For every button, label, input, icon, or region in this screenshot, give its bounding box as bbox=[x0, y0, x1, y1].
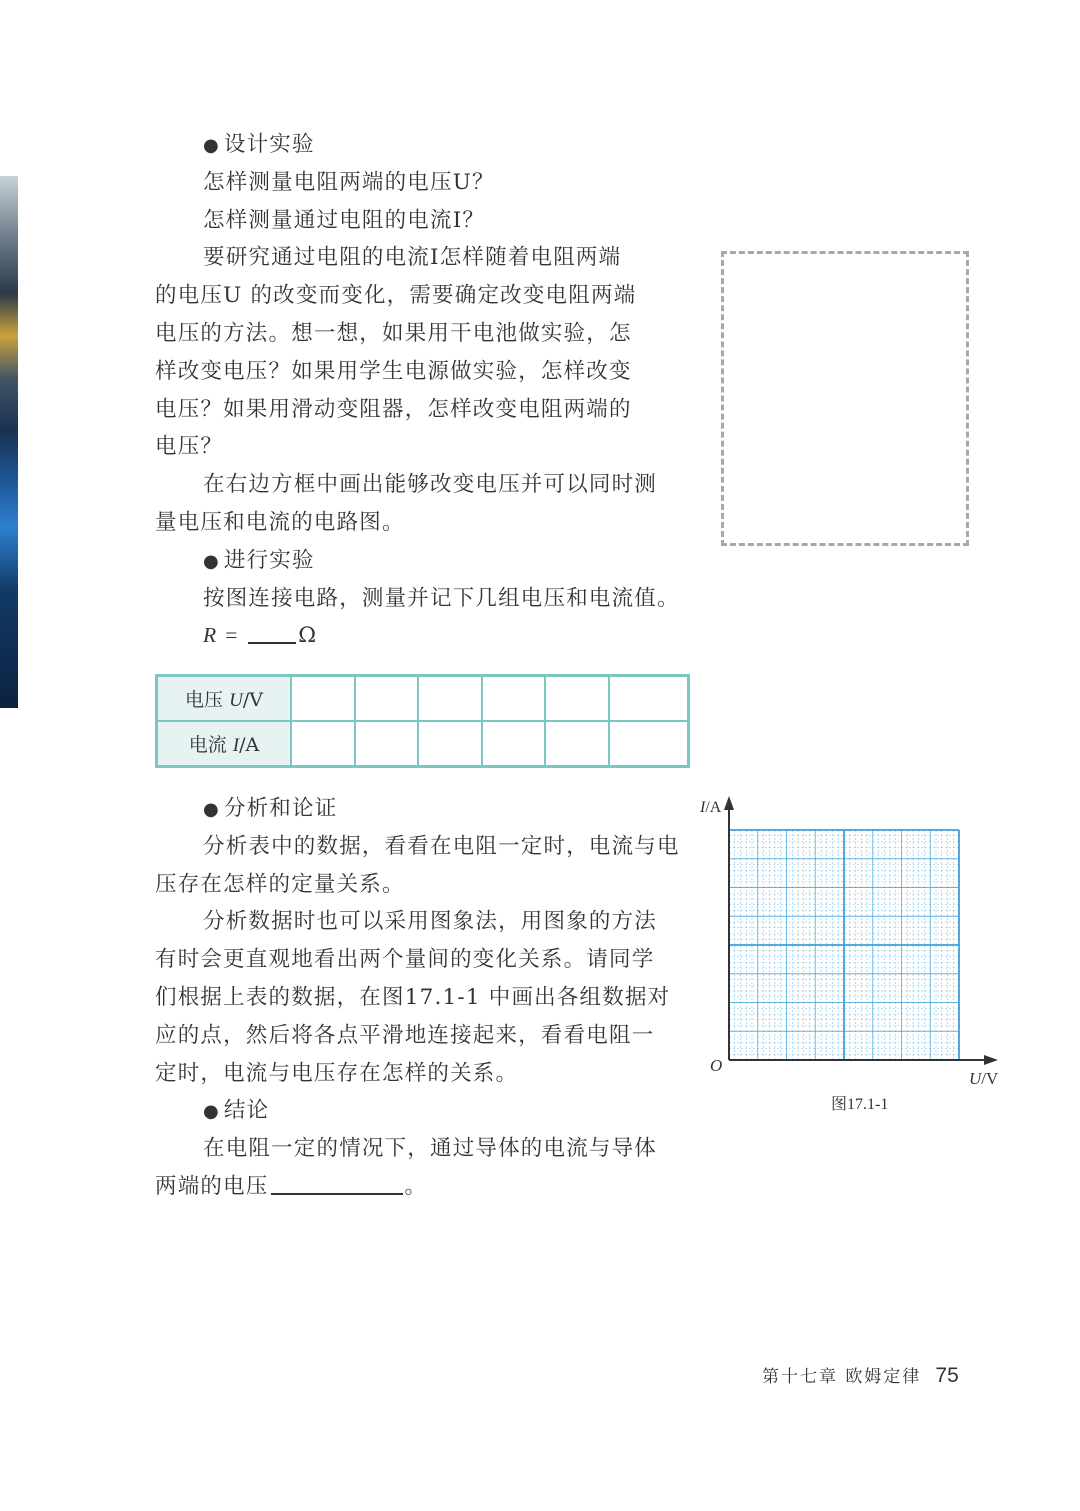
analysis-para1-line2: 压存在怎样的定量关系。 bbox=[155, 871, 405, 897]
bullet-icon: ● bbox=[203, 550, 220, 572]
analysis-para2-line4: 应的点，然后将各点平滑地连接起来，看看电阻一 bbox=[155, 1022, 655, 1048]
table-row-voltage bbox=[157, 676, 689, 722]
question-voltage: 怎样测量电阻两端的电压U？ bbox=[203, 169, 495, 195]
design-para2-line1: 在右边方框中画出能够改变电压并可以同时测 bbox=[203, 472, 658, 498]
table-cell bbox=[418, 676, 482, 722]
design-para1-line5: 电压？如果用滑动变阻器，怎样改变电阻两端的 bbox=[155, 396, 632, 422]
circuit-drawing-box bbox=[721, 251, 969, 546]
conclusion-line1: 在电阻一定的情况下，通过导体的电流与导体 bbox=[203, 1136, 658, 1162]
bullet-icon: ● bbox=[203, 135, 220, 156]
graph-svg bbox=[700, 790, 1020, 1120]
design-para1-line3: 电压的方法。想一想，如果用干电池做实验，怎 bbox=[155, 320, 632, 346]
figure-caption: 图17.1-1 bbox=[831, 1096, 889, 1113]
analysis-para2-line5: 定时，电流与电压存在怎样的关系。 bbox=[155, 1060, 519, 1086]
design-para1-line4: 样改变电压？如果用学生电源做实验，怎样改变 bbox=[155, 358, 632, 384]
origin-label: O bbox=[710, 1056, 723, 1075]
y-axis-arrow-icon bbox=[724, 796, 734, 810]
table-cell bbox=[355, 676, 419, 722]
question-current: 怎样测量通过电阻的电流I？ bbox=[203, 207, 486, 233]
table-cell bbox=[545, 721, 609, 767]
conclusion-line2: 两端的电压 。 bbox=[155, 1168, 690, 1206]
bullet-icon: ● bbox=[203, 1101, 220, 1123]
side-photo-strip bbox=[0, 176, 18, 708]
graph-figure bbox=[700, 790, 1020, 1120]
page-number: 75 bbox=[935, 1364, 959, 1387]
analysis-para2-line3: 们根据上表的数据，在图17.1-1 中画出各组数据对 bbox=[155, 984, 671, 1010]
x-axis-label: U/V bbox=[969, 1069, 999, 1088]
table-cell bbox=[482, 721, 546, 767]
table-row-current bbox=[157, 721, 689, 767]
analysis-para2-line1: 分析数据时也可以采用图象法，用图象的方法 bbox=[203, 909, 658, 935]
heading-analysis: ● 分析和论证 bbox=[203, 796, 338, 821]
table-cell bbox=[418, 721, 482, 767]
resistance-label: R = bbox=[203, 623, 247, 648]
y-axis-label: I/A bbox=[700, 799, 722, 816]
analysis-para2-line2: 有时会更直观地看出两个量间的变化关系。请同学 bbox=[155, 947, 655, 973]
design-para1-line2: 的电压U 的改变而变化，需要确定改变电阻两端 bbox=[155, 283, 637, 309]
heading-design: ● 设计实验 bbox=[203, 132, 315, 157]
page-footer bbox=[762, 1362, 959, 1388]
row-header-current: 电流 I/A bbox=[157, 721, 292, 767]
conclusion-blank bbox=[271, 1171, 403, 1195]
main-text-column bbox=[155, 126, 690, 655]
table-cell bbox=[482, 676, 546, 722]
table-cell bbox=[609, 721, 689, 767]
resistance-line bbox=[155, 617, 690, 655]
bullet-icon: ● bbox=[203, 799, 220, 820]
chapter-title: 第十七章 欧姆定律 bbox=[762, 1367, 922, 1387]
table-cell bbox=[291, 721, 355, 767]
analysis-para1-line1: 分析表中的数据，看看在电阻一定时，电流与电 bbox=[203, 833, 680, 859]
row-header-voltage: 电压 U/V bbox=[157, 676, 292, 722]
design-para1-line6: 电压？ bbox=[155, 434, 224, 460]
heading-conclusion: ● 结论 bbox=[203, 1098, 270, 1124]
experiment-line: 按图连接电路，测量并记下几组电压和电流值。 bbox=[203, 585, 680, 611]
analysis-text-column bbox=[155, 790, 690, 1206]
heading-experiment: ● 进行实验 bbox=[203, 547, 315, 573]
resistance-blank bbox=[248, 622, 296, 644]
table-cell bbox=[355, 721, 419, 767]
table-cell bbox=[545, 676, 609, 722]
ohm-unit: Ω bbox=[298, 623, 318, 649]
table-cell bbox=[609, 676, 689, 722]
design-para2-line2: 量电压和电流的电路图。 bbox=[155, 509, 405, 535]
graph-grid bbox=[729, 830, 959, 1060]
x-axis-arrow-icon bbox=[984, 1055, 998, 1065]
data-table bbox=[155, 674, 690, 768]
design-para1-line1: 要研究通过电阻的电流I怎样随着电阻两端 bbox=[203, 245, 622, 271]
table-cell bbox=[291, 676, 355, 722]
